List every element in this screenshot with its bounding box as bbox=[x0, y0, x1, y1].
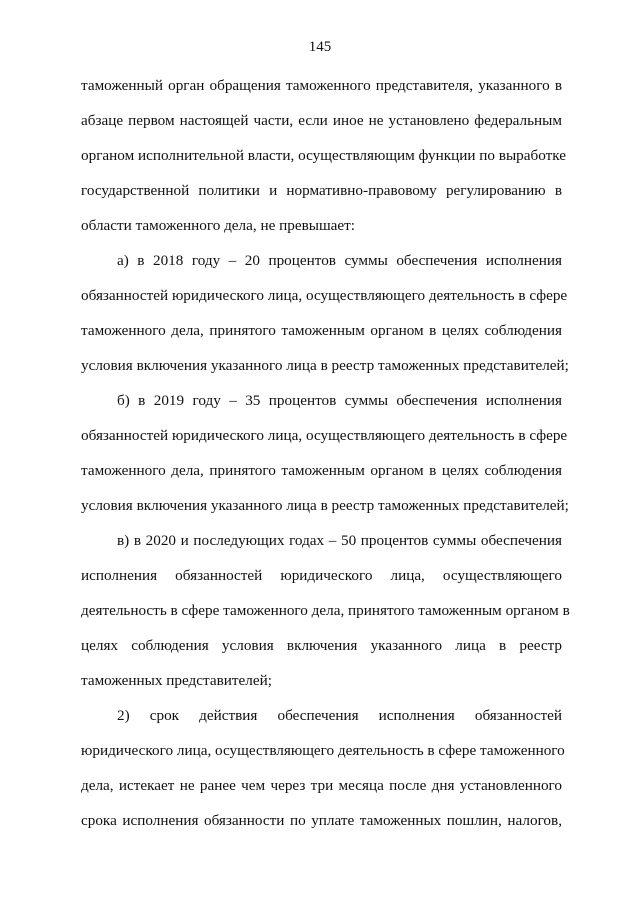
text-line-6: а) в 2018 году – 20 процентов суммы обеспечения исполнения bbox=[117, 252, 562, 269]
text-line-14: в) в 2020 и последующих годах – 50 процентов суммы обеспечения bbox=[117, 532, 562, 549]
text-line-7: обязанностей юридического лица, осуществляющего деятельность в сфере bbox=[81, 287, 568, 304]
text-line-17: целях соблюдения условия включения указанного лица в реестр bbox=[81, 637, 562, 654]
text-line-22: срока исполнения обязанности по уплате таможенных пошлин, налогов, bbox=[81, 812, 562, 829]
text-line-11: обязанностей юридического лица, осуществляющего деятельность в сфере bbox=[81, 427, 568, 444]
text-line-18: таможенных представителей; bbox=[81, 672, 272, 689]
text-line-9: условия включения указанного лица в реестр таможенных представителей; bbox=[81, 357, 569, 374]
text-line-4: государственной политики и нормативно-правовому регулированию в bbox=[81, 182, 562, 199]
page-number: 145 bbox=[308, 39, 332, 55]
text-line-1: таможенный орган обращения таможенного представителя, указанного в bbox=[81, 77, 562, 94]
text-line-19: 2) срок действия обеспечения исполнения обязанностей bbox=[117, 707, 562, 724]
text-line-8: таможенного дела, принятого таможенным органом в целях соблюдения bbox=[81, 322, 562, 339]
text-line-15: исполнения обязанностей юридического лица, осуществляющего bbox=[81, 567, 562, 584]
text-line-5: области таможенного дела, не превышает: bbox=[81, 217, 355, 234]
text-line-10: б) в 2019 году – 35 процентов суммы обеспечения исполнения bbox=[117, 392, 562, 409]
text-line-3: органом исполнительной власти, осуществляющим функции по выработке bbox=[81, 147, 567, 164]
text-line-12: таможенного дела, принятого таможенным органом в целях соблюдения bbox=[81, 462, 562, 479]
text-line-13: условия включения указанного лица в реестр таможенных представителей; bbox=[81, 497, 569, 514]
text-line-2: абзаце первом настоящей части, если иное не установлено федеральным bbox=[81, 112, 562, 129]
text-line-21: дела, истекает не ранее чем через три месяца после дня установленного bbox=[81, 777, 562, 794]
text-line-16: деятельность в сфере таможенного дела, принятого таможенным органом в bbox=[81, 602, 570, 619]
text-line-20: юридического лица, осуществляющего деятельность в сфере таможенного bbox=[81, 742, 565, 759]
